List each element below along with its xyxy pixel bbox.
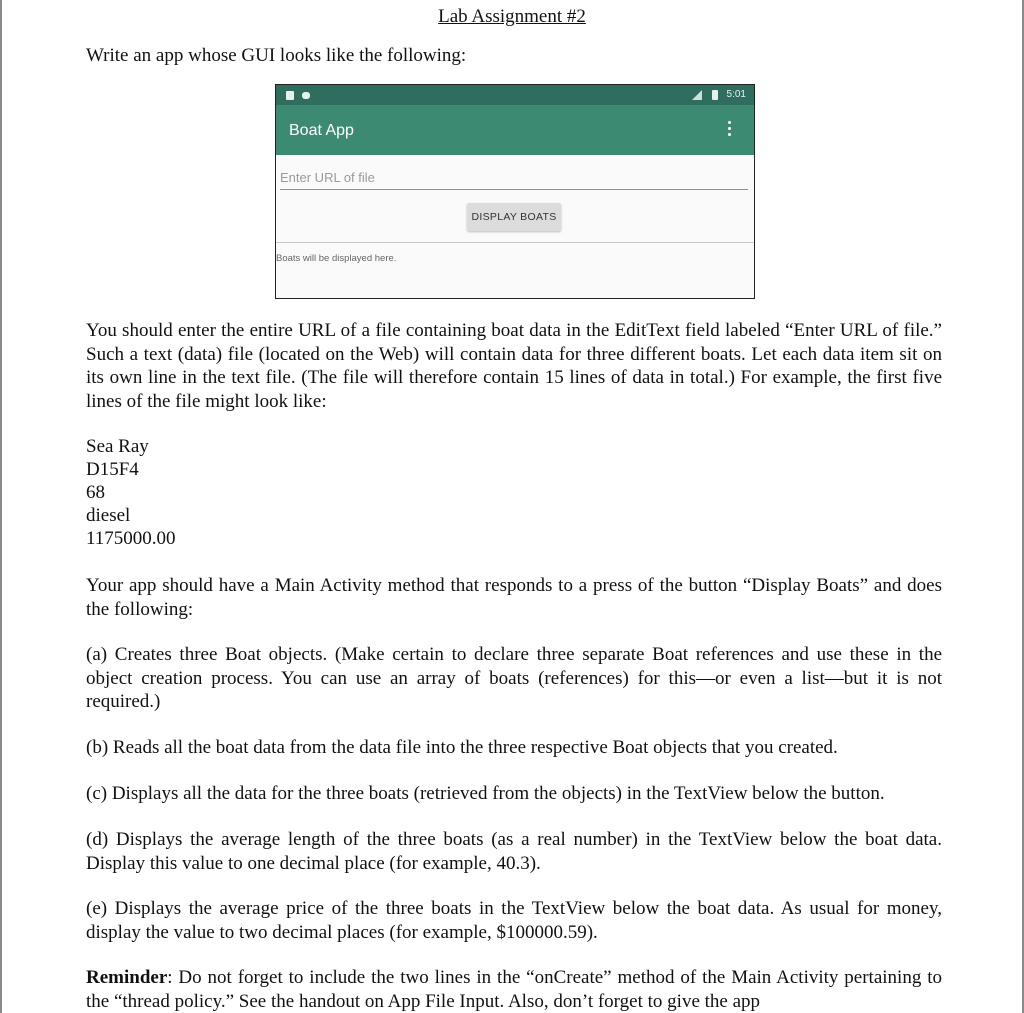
- reminder-paragraph: [86, 966, 942, 1013]
- app-bar: [276, 105, 754, 155]
- reminder-label: Reminder: [86, 967, 168, 988]
- item-e: (e) Displays the average price of the three boats in the TextView below the boat data. As usual for money, display the value to two decimal places (for example, $100000.59).: [86, 898, 942, 943]
- divider: [276, 242, 754, 243]
- item-a: (a) Creates three Boat objects. (Make certain to declare three separate Boat references and use these in the object creation process. You can use an array of boats (references) for this—or even a list—but it is not required.): [86, 644, 942, 712]
- example-line: 68: [86, 482, 105, 503]
- app-screenshot: [275, 84, 755, 299]
- item-c: (c) Displays all the data for the three boats (retrieved from the objects) in the TextView below the button.: [86, 783, 885, 804]
- sd-card-icon: [286, 91, 294, 100]
- item-d: (d) Displays the average length of the three boats (as a real number) in the TextView below the boat data. Display this value to one decimal place (for example, 40.3).: [86, 829, 942, 874]
- page-edge-left: [0, 0, 2, 1013]
- page-title: Lab Assignment #2: [438, 6, 586, 27]
- battery-icon: [712, 90, 718, 100]
- status-bar: [276, 85, 754, 105]
- status-time: 5:01: [726, 89, 746, 100]
- boats-output-text: Boats will be displayed here.: [276, 253, 397, 264]
- example-line: diesel: [86, 505, 131, 526]
- overflow-menu-icon[interactable]: [728, 121, 732, 136]
- app-title: Boat App: [289, 122, 354, 139]
- signal-icon: [692, 90, 702, 100]
- paragraph-main-activity: Your app should have a Main Activity method that responds to a press of the button “Display Boats” and does the following:: [86, 575, 942, 620]
- reminder-text: : Do not forget to include the two lines in the “onCreate” method of the Main Activity pertaining to the “thread policy.” See the handout on App File Input. Also, don’t forget to give the app: [86, 967, 942, 1012]
- url-input[interactable]: [280, 165, 748, 190]
- item-b: (b) Reads all the boat data from the data file into the three respective Boat objects that you created.: [86, 737, 838, 758]
- paragraph-url-description: You should enter the entire URL of a file containing boat data in the EditText field labeled “Enter URL of file.” Such a text (data) file (located on the Web) will contain data for three different boats. Let each data item sit on its own line in the text file. (The file will therefore contain 15 lines of data in total.) For example, the first five lines of the file might look like:: [86, 320, 942, 412]
- example-line: D15F4: [86, 459, 139, 480]
- example-line: 1175000.00: [86, 528, 176, 549]
- example-line: Sea Ray: [86, 436, 149, 457]
- display-boats-button[interactable]: DISPLAY BOATS: [467, 203, 561, 231]
- notification-icon: [302, 92, 310, 99]
- intro-text: Write an app whose GUI looks like the following:: [86, 45, 467, 66]
